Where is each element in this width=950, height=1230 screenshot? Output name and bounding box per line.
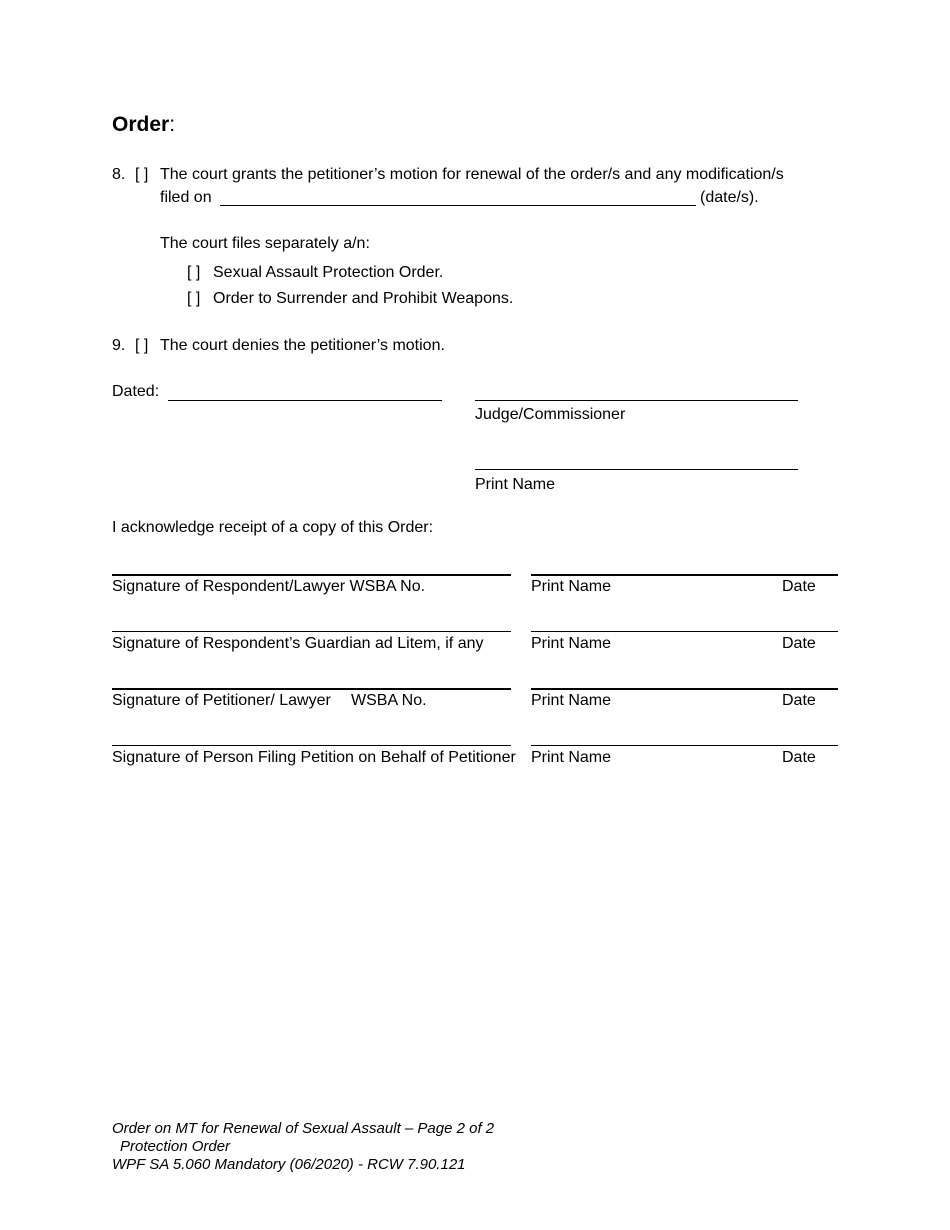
- judge-print-name-label: Print Name: [475, 476, 556, 493]
- dated-label: Dated:: [112, 383, 160, 400]
- signature-label: Signature of Respondent’s Guardian ad Litem, if any: [112, 635, 484, 652]
- date-label: Date: [782, 635, 816, 652]
- print-name-label: Print Name: [531, 692, 612, 709]
- item8-date-suffix: (date/s).: [700, 189, 759, 206]
- signature-line[interactable]: [112, 688, 511, 690]
- judge-label: Judge/Commissioner: [475, 406, 626, 423]
- acknowledge-text: I acknowledge receipt of a copy of this Order:: [112, 519, 434, 536]
- date-label: Date: [782, 692, 816, 709]
- filed-on-date-line[interactable]: [220, 205, 696, 206]
- judge-print-name-line[interactable]: [475, 469, 798, 470]
- signature-line[interactable]: [112, 574, 511, 576]
- footer-line-1: Order on MT for Renewal of Sexual Assault – Page 2 of 2: [112, 1120, 495, 1137]
- separate-intro: The court files separately a/n:: [160, 235, 370, 252]
- page-title-text: Order: [112, 113, 170, 136]
- item8-text: The court grants the petitioner’s motion for renewal of the order/s and any modification/s: [160, 166, 784, 183]
- print-name-line[interactable]: [531, 745, 838, 746]
- dated-line[interactable]: [168, 400, 442, 401]
- judge-signature-line[interactable]: [475, 400, 798, 401]
- print-name-label: Print Name: [531, 578, 612, 595]
- separate-option-label: Order to Surrender and Prohibit Weapons.: [213, 290, 514, 307]
- item8-filed-on-label: filed on: [160, 189, 212, 206]
- separate-option-checkbox[interactable]: [ ]: [187, 264, 201, 281]
- page-title-colon: :: [169, 113, 176, 136]
- print-name-line[interactable]: [531, 631, 838, 632]
- date-label: Date: [782, 749, 816, 766]
- item8-checkbox[interactable]: [ ]: [135, 166, 149, 183]
- signature-line[interactable]: [112, 745, 511, 746]
- signature-label: Signature of Petitioner/ Lawyer: [112, 692, 331, 709]
- item9-number: 9.: [112, 337, 126, 354]
- footer-line-3: WPF SA 5.060 Mandatory (06/2020) - RCW 7.90.121: [112, 1156, 466, 1173]
- print-name-label: Print Name: [531, 749, 612, 766]
- item9-text: The court denies the petitioner’s motion.: [160, 337, 445, 354]
- print-name-line[interactable]: [531, 574, 838, 576]
- item8-number: 8.: [112, 166, 126, 183]
- date-label: Date: [782, 578, 816, 595]
- print-name-line[interactable]: [531, 688, 838, 690]
- footer-line-2: Protection Order: [120, 1138, 231, 1155]
- signature-label: Signature of Person Filing Petition on Behalf of Petitioner: [112, 749, 516, 766]
- item9-checkbox[interactable]: [ ]: [135, 337, 149, 354]
- signature-line[interactable]: [112, 631, 511, 632]
- wsba-label: WSBA No.: [351, 692, 427, 709]
- signature-label: Signature of Respondent/Lawyer WSBA No.: [112, 578, 426, 595]
- separate-option-label: Sexual Assault Protection Order.: [213, 264, 444, 281]
- page-title: [112, 113, 175, 137]
- separate-option-checkbox[interactable]: [ ]: [187, 290, 201, 307]
- print-name-label: Print Name: [531, 635, 612, 652]
